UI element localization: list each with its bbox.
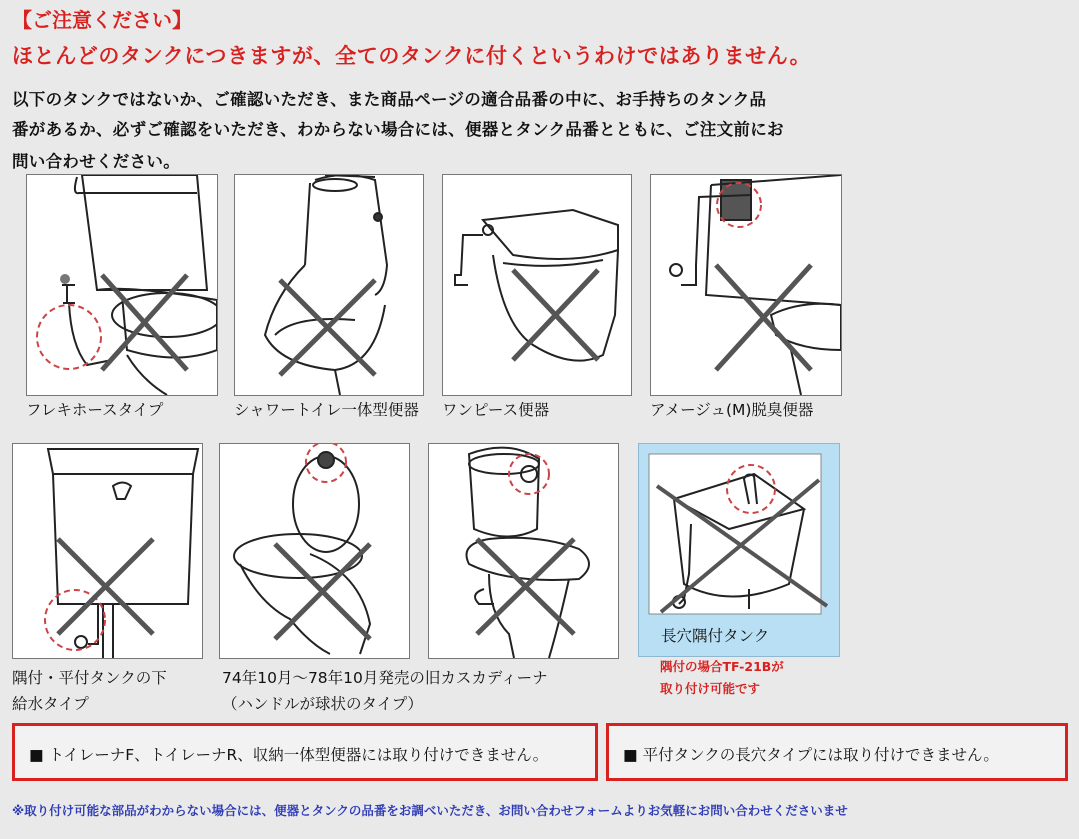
shower-toilet-image [234,174,424,396]
warning-text-right: ■ 平付タンクの長穴タイプには取り付けできません。 [623,746,999,764]
caption-flexible-hose: フレキホースタイプ [26,401,164,419]
warning-text-left: ■ トイレーナF、トイレーナR、収納一体型便器には取り付けできません。 [29,746,549,764]
caption-bottom-supply-line2: 給水タイプ [12,695,89,713]
intro-line-3: 問い合わせください。 [12,152,180,171]
intro-line-1: 以下のタンクではないか、ご確認いただき、また商品ページの適合品番の中に、お手持ちのタンク品 [12,90,767,109]
amage-deodorizing-toilet-image [650,174,842,396]
warning-box-left [12,723,598,781]
caption-amage: アメージュ(M)脱臭便器 [650,401,814,419]
caption-corner-slot: 長穴隅付タンク [661,627,770,645]
note-tf21b-line2: 取り付け可能です [660,681,761,696]
headline: ほとんどのタンクにつきますが、全てのタンクに付くというわけではありません。 [12,44,812,68]
caption-cascadina-line2: （ハンドルが球状のタイプ） [222,695,423,713]
flexible-hose-toilet-image [26,174,218,396]
notice-heading: 【ご注意ください】 [12,8,192,32]
caption-shower-toilet: シャワートイレ一体型便器 [234,401,419,419]
caption-cascadina-line1: 74年10月～78年10月発売の旧カスカディーナ [222,669,548,687]
one-piece-toilet-image [442,174,632,396]
corner-slot-tank-image [638,443,840,657]
note-tf21b-line1: 隅付の場合TF-21Bが [660,659,784,674]
footer-note: ※取り付け可能な部品がわからない場合には、便器とタンクの品番をお調べいただき、お問い合わせフォームよりお気軽にお問い合わせくださいませ [12,803,848,818]
intro-line-2: 番があるか、必ずご確認をいただき、わからない場合には、便器とタンク品番とともに、ご注文前にお [12,120,784,139]
old-cascadina-image [219,443,410,659]
caption-one-piece: ワンピース便器 [442,401,550,419]
bottom-supply-tank-image [12,443,203,659]
warning-box-right [606,723,1068,781]
wash-basin-tank-toilet-image [428,443,619,659]
caption-bottom-supply-line1: 隅付・平付タンクの下 [12,669,167,687]
